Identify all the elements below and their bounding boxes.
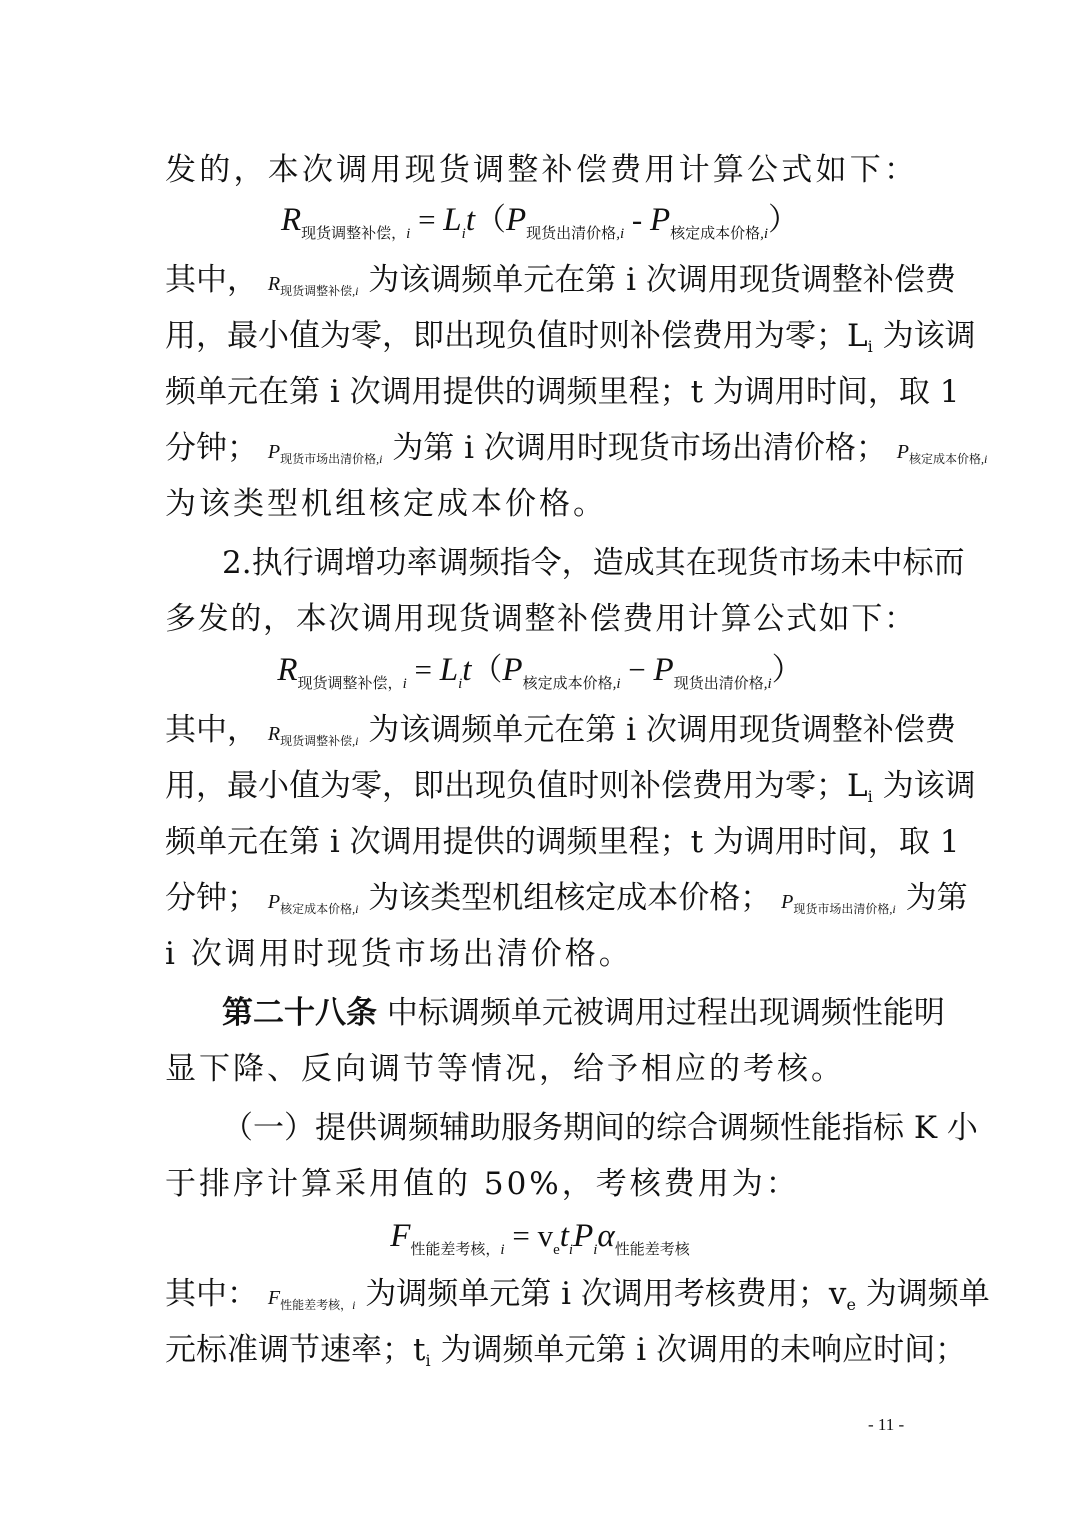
formula-2 [0, 650, 1080, 704]
formula-sub: e [553, 1242, 560, 1258]
formula-var: P [653, 652, 674, 688]
formula-sub: 核定成本价格 [522, 676, 613, 692]
text-line [165, 710, 956, 761]
formula-sub: ,i [763, 676, 772, 692]
formula-var: P [502, 652, 523, 688]
symbol-sub: 现货调整补偿 [280, 284, 353, 298]
inline-symbol [267, 891, 359, 916]
symbol-sub: ,i [352, 284, 359, 298]
text-span: i 次调用时现货市场出清价格。 [165, 936, 633, 972]
formula-var: α [597, 1218, 615, 1254]
text-span: 分钟； [165, 880, 258, 916]
formula-sub: 现货出清价格 [673, 676, 764, 692]
symbol-var: R [267, 723, 281, 745]
formula-sub: 现货调整补偿， [301, 226, 407, 242]
text-span: 其中， [165, 712, 258, 748]
formula-op: − [620, 652, 654, 687]
text-span: 元标准调节速率；t [165, 1332, 426, 1368]
text-span: 为该调 [882, 318, 976, 354]
symbol-sub: 核定成本价格 [280, 902, 353, 916]
formula-var: R [280, 202, 302, 238]
text-span: 用，最小值为零，即出现负值时则补偿费用为零；L [165, 318, 868, 354]
formula-sub: 现货出清价格 [526, 226, 617, 242]
formula-op: （ [475, 202, 506, 237]
formula-sub: 现货调整补偿， [297, 676, 403, 692]
formula-sub: i [568, 1242, 574, 1258]
formula-op: ） [768, 202, 800, 237]
text-line [165, 599, 915, 639]
text-span: 其中： [165, 1276, 258, 1312]
formula-var: t [559, 1218, 569, 1254]
text-span: （一）提供调频辅助服务期间的综合调频性能指标 K 小 [222, 1110, 978, 1146]
formula-op: = [406, 652, 440, 687]
text-span: 用，最小值为零，即出现负值时则补偿费用为零；L [165, 768, 868, 804]
text-line [165, 428, 988, 479]
text-line [165, 1274, 990, 1325]
symbol-sub: ,i [352, 734, 359, 748]
formula-sub: i [461, 226, 466, 242]
symbol-sub: ,i [981, 452, 988, 466]
formula-sub: 核定成本价格 [670, 226, 761, 242]
formula-1 [0, 200, 1080, 254]
text-line [165, 822, 960, 862]
symbol-sub: 现货市场出清价格 [280, 452, 377, 466]
formula-var: P [506, 202, 527, 238]
text-span: 为该调频单元在第 i 次调用现货调整补偿费 [368, 712, 956, 748]
formula-sub: 性能差考核， [410, 1242, 501, 1258]
symbol-sub: ,i [376, 452, 383, 466]
formula-op: （ [471, 652, 503, 687]
text-span: 中标调频单元被调用过程出现调频性能明 [386, 995, 945, 1031]
symbol-var: P [781, 891, 794, 913]
text-line [165, 484, 915, 524]
text-span: 为该调频单元在第 i 次调用现货调整补偿费 [368, 262, 956, 298]
text-sub: e [846, 1295, 856, 1314]
text-span: 为该调 [882, 768, 976, 804]
formula-var: P [649, 202, 671, 238]
symbol-sub: ,i [352, 902, 359, 916]
formula-sub: i [593, 1242, 598, 1258]
text-line [165, 934, 915, 974]
inline-symbol [267, 723, 359, 748]
formula-var: L [439, 652, 459, 688]
text-span: 为该类型机组核定成本价格。 [165, 486, 607, 522]
text-span: 为调频单元第 i 次调用考核费用；v [365, 1276, 847, 1312]
text-span: 为该类型机组核定成本价格； [368, 880, 772, 916]
text-line [165, 766, 976, 817]
text-line [165, 878, 968, 929]
formula-sub: ,i [760, 226, 769, 242]
text-sub: i [867, 787, 873, 806]
formula-sub: ,i [616, 226, 625, 242]
formula-var: L [443, 202, 462, 238]
formula-sub: i [500, 1242, 505, 1258]
text-span: 2.执行调增功率调频指令，造成其在现货市场未中标而 [222, 545, 965, 581]
text-line [165, 316, 976, 367]
text-span: 分钟； [165, 430, 258, 466]
symbol-sub: 核定成本价格 [909, 452, 982, 466]
symbol-sub: i [352, 1298, 356, 1312]
article-number: 第二十八条 [222, 995, 377, 1031]
text-line [165, 1164, 915, 1204]
inline-symbol [267, 1287, 356, 1312]
article-heading-line [222, 993, 945, 1033]
text-span: 为调频单元第 i 次调用的未响应时间； [440, 1332, 967, 1368]
symbol-var: P [267, 441, 281, 463]
text-span: 发的，本次调用现货调整补偿费用计算公式如下： [165, 152, 915, 188]
text-span: 其中， [165, 262, 258, 298]
text-line [165, 260, 956, 311]
formula-sub: i [402, 676, 407, 692]
formula-op: = [504, 1218, 538, 1253]
inline-symbol [896, 441, 988, 466]
text-sub: i [425, 1351, 431, 1370]
symbol-var: P [896, 441, 909, 463]
symbol-var: F [267, 1287, 281, 1309]
page-number: - 11 - [868, 1415, 905, 1434]
formula-sub: i [406, 226, 411, 242]
symbol-sub: 性能差考核， [280, 1298, 353, 1312]
text-span: 频单元在第 i 次调用提供的调频里程；t 为调用时间，取 1 [165, 374, 960, 410]
text-span: 频单元在第 i 次调用提供的调频里程；t 为调用时间，取 1 [165, 824, 960, 860]
symbol-var: P [267, 891, 281, 913]
text-span: 于排序计算采用值的 50%，考核费用为： [165, 1166, 800, 1202]
formula-sub: ,i [612, 676, 621, 692]
formula-var: t [465, 202, 475, 238]
formula-var: F [390, 1218, 411, 1254]
symbol-var: R [267, 273, 281, 295]
symbol-sub: 现货调整补偿 [280, 734, 353, 748]
text-sub: i [867, 337, 873, 356]
formula-op: = [410, 202, 444, 237]
text-line [165, 150, 915, 190]
text-line [165, 372, 960, 412]
formula-var: R [277, 652, 298, 688]
formula-op: ） [771, 652, 803, 687]
formula-var: P [573, 1218, 594, 1254]
formula-sub: i [458, 676, 463, 692]
text-line [222, 543, 965, 583]
text-line [165, 1330, 967, 1381]
text-span: 显下降、反向调节等情况，给予相应的考核。 [165, 1051, 845, 1087]
formula-var: v [537, 1218, 554, 1253]
text-span: 多发的，本次调用现货调整补偿费用计算公式如下： [165, 601, 915, 637]
formula-3 [0, 1216, 1080, 1270]
symbol-sub: ,i [889, 902, 896, 916]
symbol-sub: 现货市场出清价格 [793, 902, 890, 916]
text-line [222, 1108, 978, 1148]
text-span: 为调频单 [865, 1276, 990, 1312]
text-span: 为第 [905, 880, 968, 916]
formula-var: t [462, 652, 472, 688]
text-line [165, 1049, 915, 1089]
inline-symbol [267, 441, 383, 466]
inline-symbol [781, 891, 896, 916]
formula-sub: 性能差考核 [614, 1242, 690, 1258]
inline-symbol [267, 273, 359, 298]
formula-op: - [624, 202, 650, 237]
text-span: 为第 i 次调用时现货市场出清价格； [392, 430, 887, 466]
